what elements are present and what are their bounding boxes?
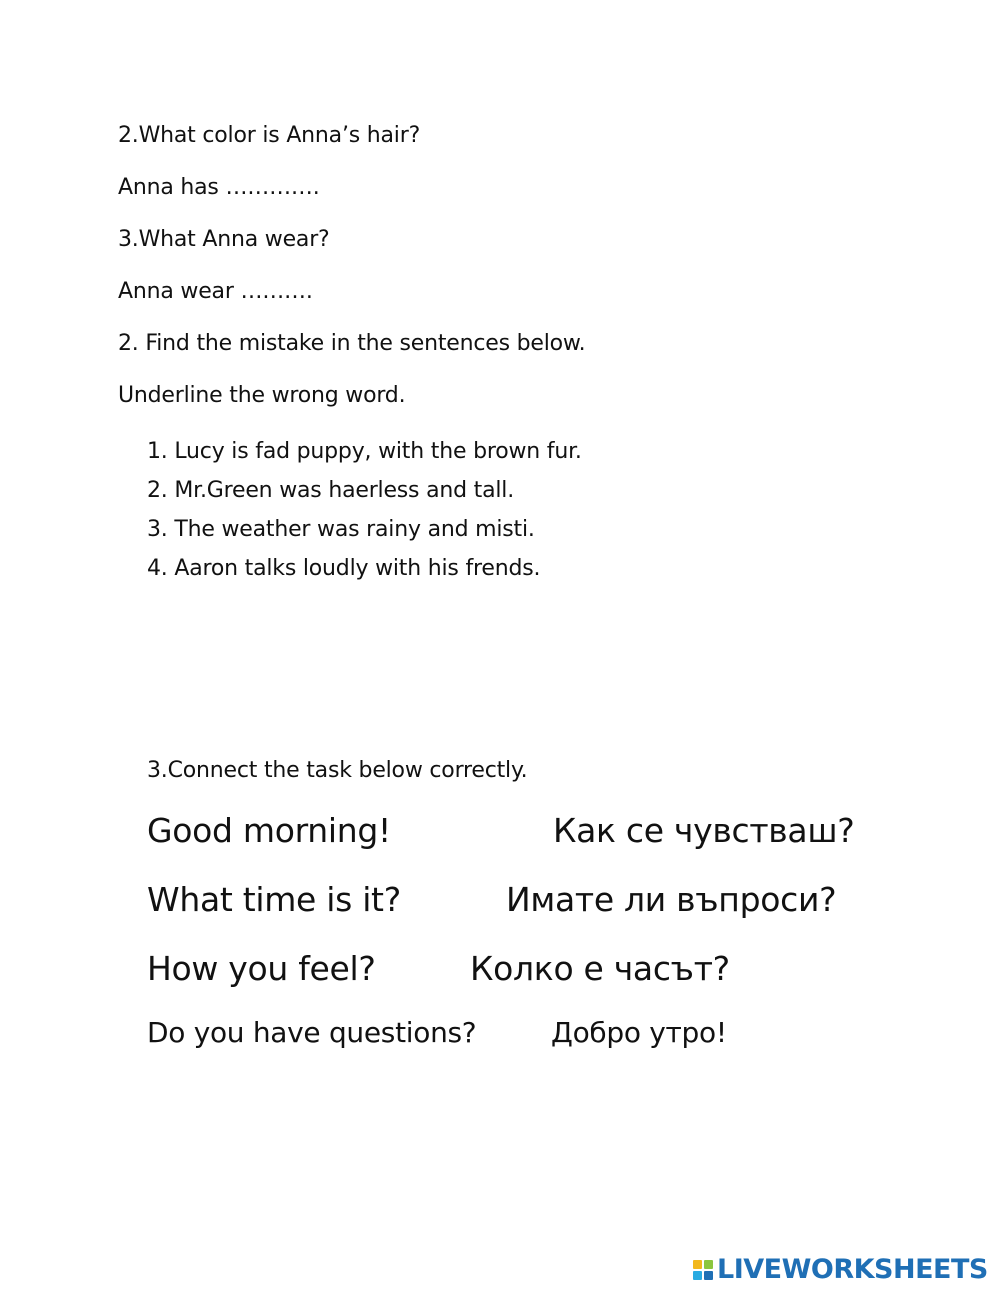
liveworksheets-logo-text: LIVEWORKSHEETS [717,1254,988,1285]
connect-right-2[interactable]: Имате ли въпроси? [506,880,837,919]
mistake-sentence-list [147,432,582,588]
task2-title: 2. Find the mistake in the sentences below. [118,331,586,356]
logo-square-4 [704,1271,713,1280]
connect-left-3[interactable]: How you feel? [147,949,376,988]
question-hair: 2.What color is Anna’s hair? [118,123,421,148]
mistake-sentence-1[interactable]: 1. Lucy is fad puppy, with the brown fur. [147,439,582,464]
liveworksheets-logo-icon [693,1260,713,1280]
logo-square-3 [693,1271,702,1280]
task2-instruction: Underline the wrong word. [118,383,406,408]
answer-wear: Anna wear ………. [118,279,313,304]
mistake-sentence-2[interactable]: 2. Mr.Green was haerless and tall. [147,478,515,503]
task3-title: 3.Connect the task below correctly. [147,758,528,783]
question-wear: 3.What Anna wear? [118,227,330,252]
logo-square-2 [704,1260,713,1269]
connect-left-2[interactable]: What time is it? [147,880,401,919]
logo-square-1 [693,1260,702,1269]
liveworksheets-logo [693,1255,988,1285]
connect-right-4[interactable]: Добро утро! [551,1016,727,1049]
answer-hair: Anna has …………. [118,175,320,200]
connect-left-4[interactable]: Do you have questions? [147,1016,477,1049]
connect-right-3[interactable]: Колко е часът? [470,949,730,988]
mistake-sentence-3[interactable]: 3. The weather was rainy and misti. [147,517,535,542]
connect-left-1[interactable]: Good morning! [147,811,391,850]
connect-right-1[interactable]: Как се чувстваш? [553,811,855,850]
mistake-sentence-4[interactable]: 4. Aaron talks loudly with his frends. [147,556,541,581]
